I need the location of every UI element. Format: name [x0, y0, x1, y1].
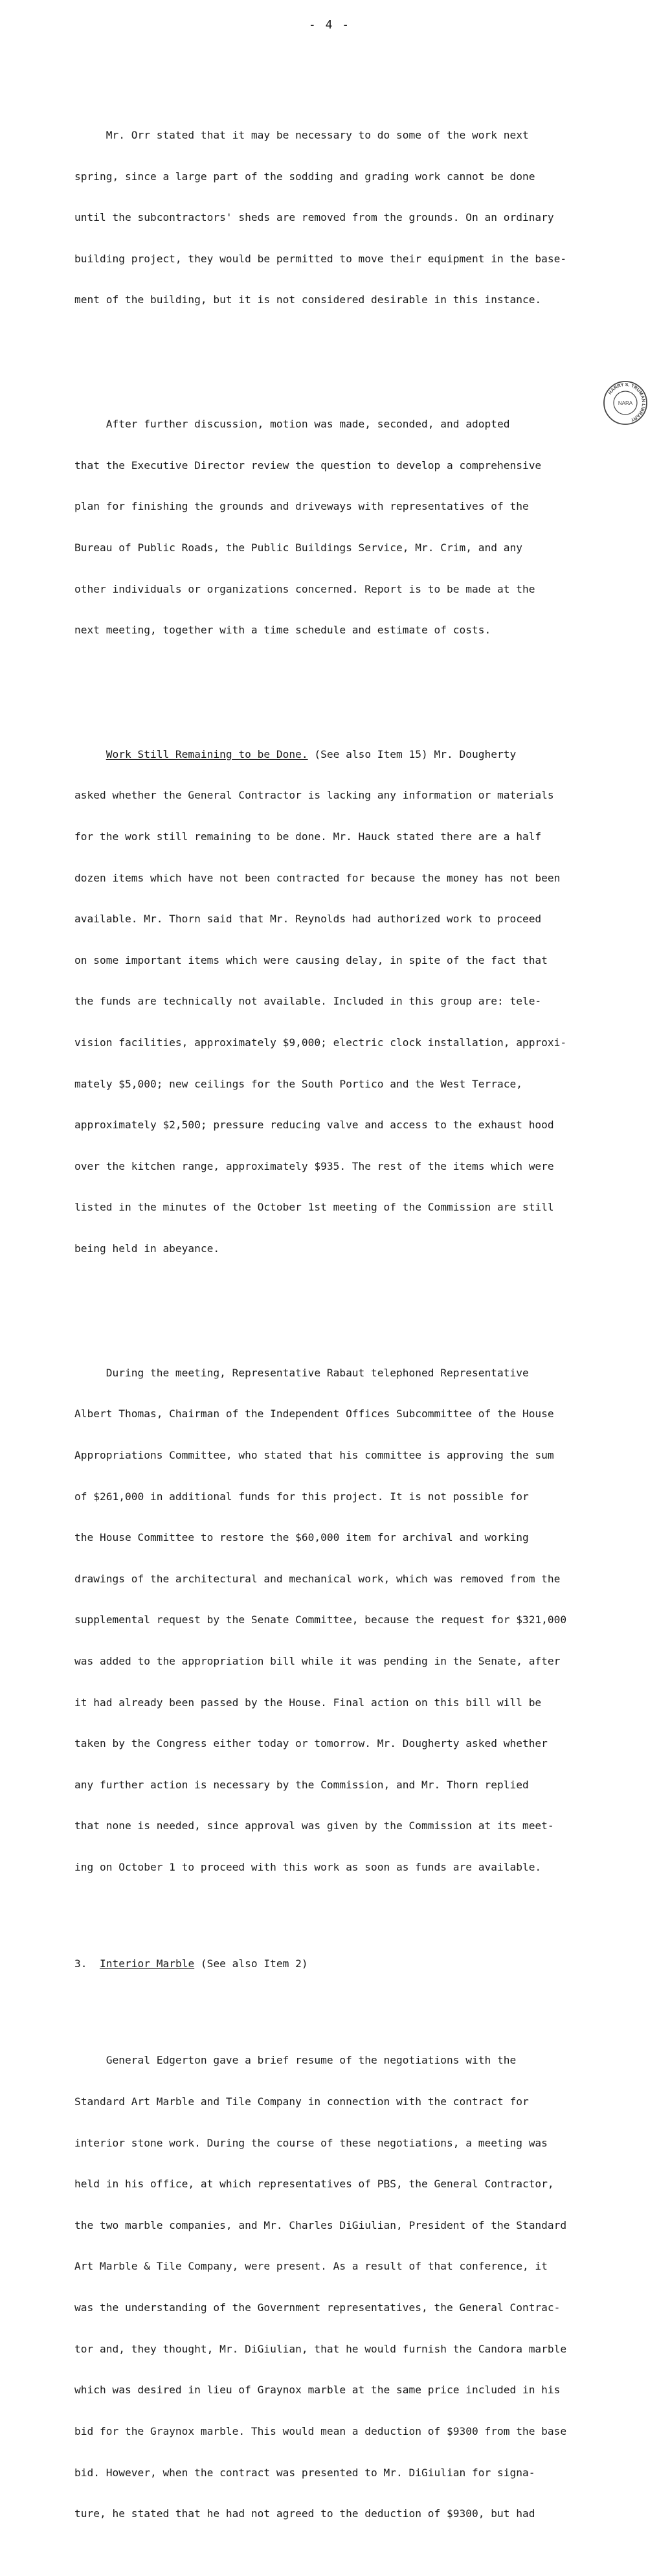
text-line: that the Executive Director review the question to develop a comprehensive [74, 459, 542, 472]
text-line: During the meeting, Representative Rabaut telephoned Representative [74, 1366, 529, 1379]
text-line: plan for finishing the grounds and driveways with representatives of the [74, 500, 529, 513]
paragraph-edgerton [74, 2026, 625, 2548]
text-line: being held in abeyance. [74, 1242, 220, 1255]
section-title: Interior Marble [100, 1957, 195, 1970]
text-line: vision facilities, approximately $9,000; electric clock installation, approxi- [74, 1036, 567, 1049]
section-heading [74, 1957, 625, 1970]
text-line: held in his office, at which representatives of PBS, the General Contractor, [74, 2178, 554, 2191]
section-note: (See also Item 2) [194, 1957, 308, 1970]
text-line: ment of the building, but it is not considered desirable in this instance. [74, 293, 542, 306]
text-line: taken by the Congress either today or tomorrow. Mr. Dougherty asked whether [74, 1737, 548, 1750]
text-line: the House Committee to restore the $60,000 item for archival and working [74, 1531, 529, 1544]
text-line: supplemental request by the Senate Committee, because the request for $321,000 [74, 1613, 567, 1626]
text-line: over the kitchen range, approximately $935. The rest of the items which were [74, 1159, 554, 1172]
stamp-inner-text: NARA [618, 400, 633, 406]
text-line: drawings of the architectural and mechanical work, which was removed from the [74, 1572, 561, 1585]
section-number: 3. [74, 1957, 87, 1970]
text-line: other individuals or organizations concerned. Report is to be made at the [74, 582, 535, 595]
text-line: listed in the minutes of the October 1st meeting of the Commission are still [74, 1201, 554, 1214]
library-stamp [602, 380, 649, 426]
page-number: - 4 - [308, 18, 351, 32]
text-line: dozen items which have not been contracted for because the money has not been [74, 871, 561, 884]
text-line: mately $5,000; new ceilings for the South Portico and the West Terrace, [74, 1077, 522, 1090]
text-line: Appropriations Committee, who stated that his committee is approving the sum [74, 1448, 554, 1461]
text-line: on some important items which were causing delay, in spite of the fact that [74, 953, 548, 966]
text-line: any further action is necessary by the Commission, and Mr. Thorn replied [74, 1778, 529, 1791]
paragraph-work-remaining [74, 720, 625, 1282]
text-line: Albert Thomas, Chairman of the Independent Offices Subcommittee of the House [74, 1408, 554, 1420]
text-line: building project, they would be permitted to move their equipment in the base- [74, 252, 567, 265]
text-line: available. Mr. Thorn said that Mr. Reynolds had authorized work to proceed [74, 913, 542, 926]
text-line: until the subcontractors' sheds are removed from the grounds. On an ordinary [74, 211, 554, 224]
text-line: After further discussion, motion was made, seconded, and adopted [74, 418, 510, 431]
text-line: Art Marble & Tile Company, were present. As a result of that conference, it [74, 2260, 548, 2273]
text-line: asked whether the General Contractor is lacking any information or materials [74, 789, 554, 802]
indent [74, 748, 106, 760]
text-line: the funds are technically not available. Included in this group are: tele- [74, 995, 542, 1008]
text-line: Bureau of Public Roads, the Public Buildings Service, Mr. Crim, and any [74, 541, 522, 554]
text-line: interior stone work. During the course of these negotiations, a meeting was [74, 2136, 548, 2149]
stamp-outer-text: HARRY S. TRUMAN LIBRARY [607, 381, 647, 424]
text-line: the two marble companies, and Mr. Charles DiGiulian, President of the Standard [74, 2218, 567, 2231]
text-line: ing on October 1 to proceed with this work as soon as funds are available. [74, 1861, 542, 1873]
text-line: for the work still remaining to be done. Mr. Hauck stated there are a half [74, 830, 542, 843]
text-span: (See also Item 15) Mr. Dougherty [307, 747, 517, 760]
text-line: it had already been passed by the House. Final action on this bill will be [74, 1696, 542, 1709]
text-line [74, 747, 625, 761]
paragraph-orr [74, 101, 625, 334]
text-line: which was desired in lieu of Graynox marble at the same price included in his [74, 2384, 561, 2397]
text-line: approximately $2,500; pressure reducing valve and access to the exhaust hood [74, 1119, 554, 1132]
text-line: that none is needed, since approval was given by the Commission at its meet- [74, 1819, 554, 1832]
subheading-work-remaining: Work Still Remaining to be Done. [106, 747, 308, 760]
paragraph-rabaut [74, 1338, 625, 1901]
document-body [74, 60, 625, 2576]
text-line: Standard Art Marble and Tile Company in connection with the contract for [74, 2095, 529, 2108]
text-line: ture, he stated that he had not agreed to the deduction of $9300, but had [74, 2507, 535, 2520]
text-line: Mr. Orr stated that it may be necessary to do some of the work next [74, 129, 529, 142]
paragraph-motion [74, 390, 625, 665]
text-line: next meeting, together with a time schedule and estimate of costs. [74, 624, 491, 637]
text-line: spring, since a large part of the sodding and grading work cannot be done [74, 170, 535, 183]
text-line: was the understanding of the Government representatives, the General Contrac- [74, 2301, 561, 2314]
text-line: was added to the appropriation bill while it was pending in the Senate, after [74, 1654, 561, 1667]
text-line: bid. However, when the contract was presented to Mr. DiGiulian for signa- [74, 2466, 535, 2479]
text-line: tor and, they thought, Mr. DiGiulian, that he would furnish the Candora marble [74, 2342, 567, 2355]
text-line: General Edgerton gave a brief resume of the negotiations with the [74, 2054, 517, 2067]
text-line: bid for the Graynox marble. This would mean a deduction of $9300 from the base [74, 2424, 567, 2437]
text-line: of $261,000 in additional funds for this project. It is not possible for [74, 1490, 529, 1503]
